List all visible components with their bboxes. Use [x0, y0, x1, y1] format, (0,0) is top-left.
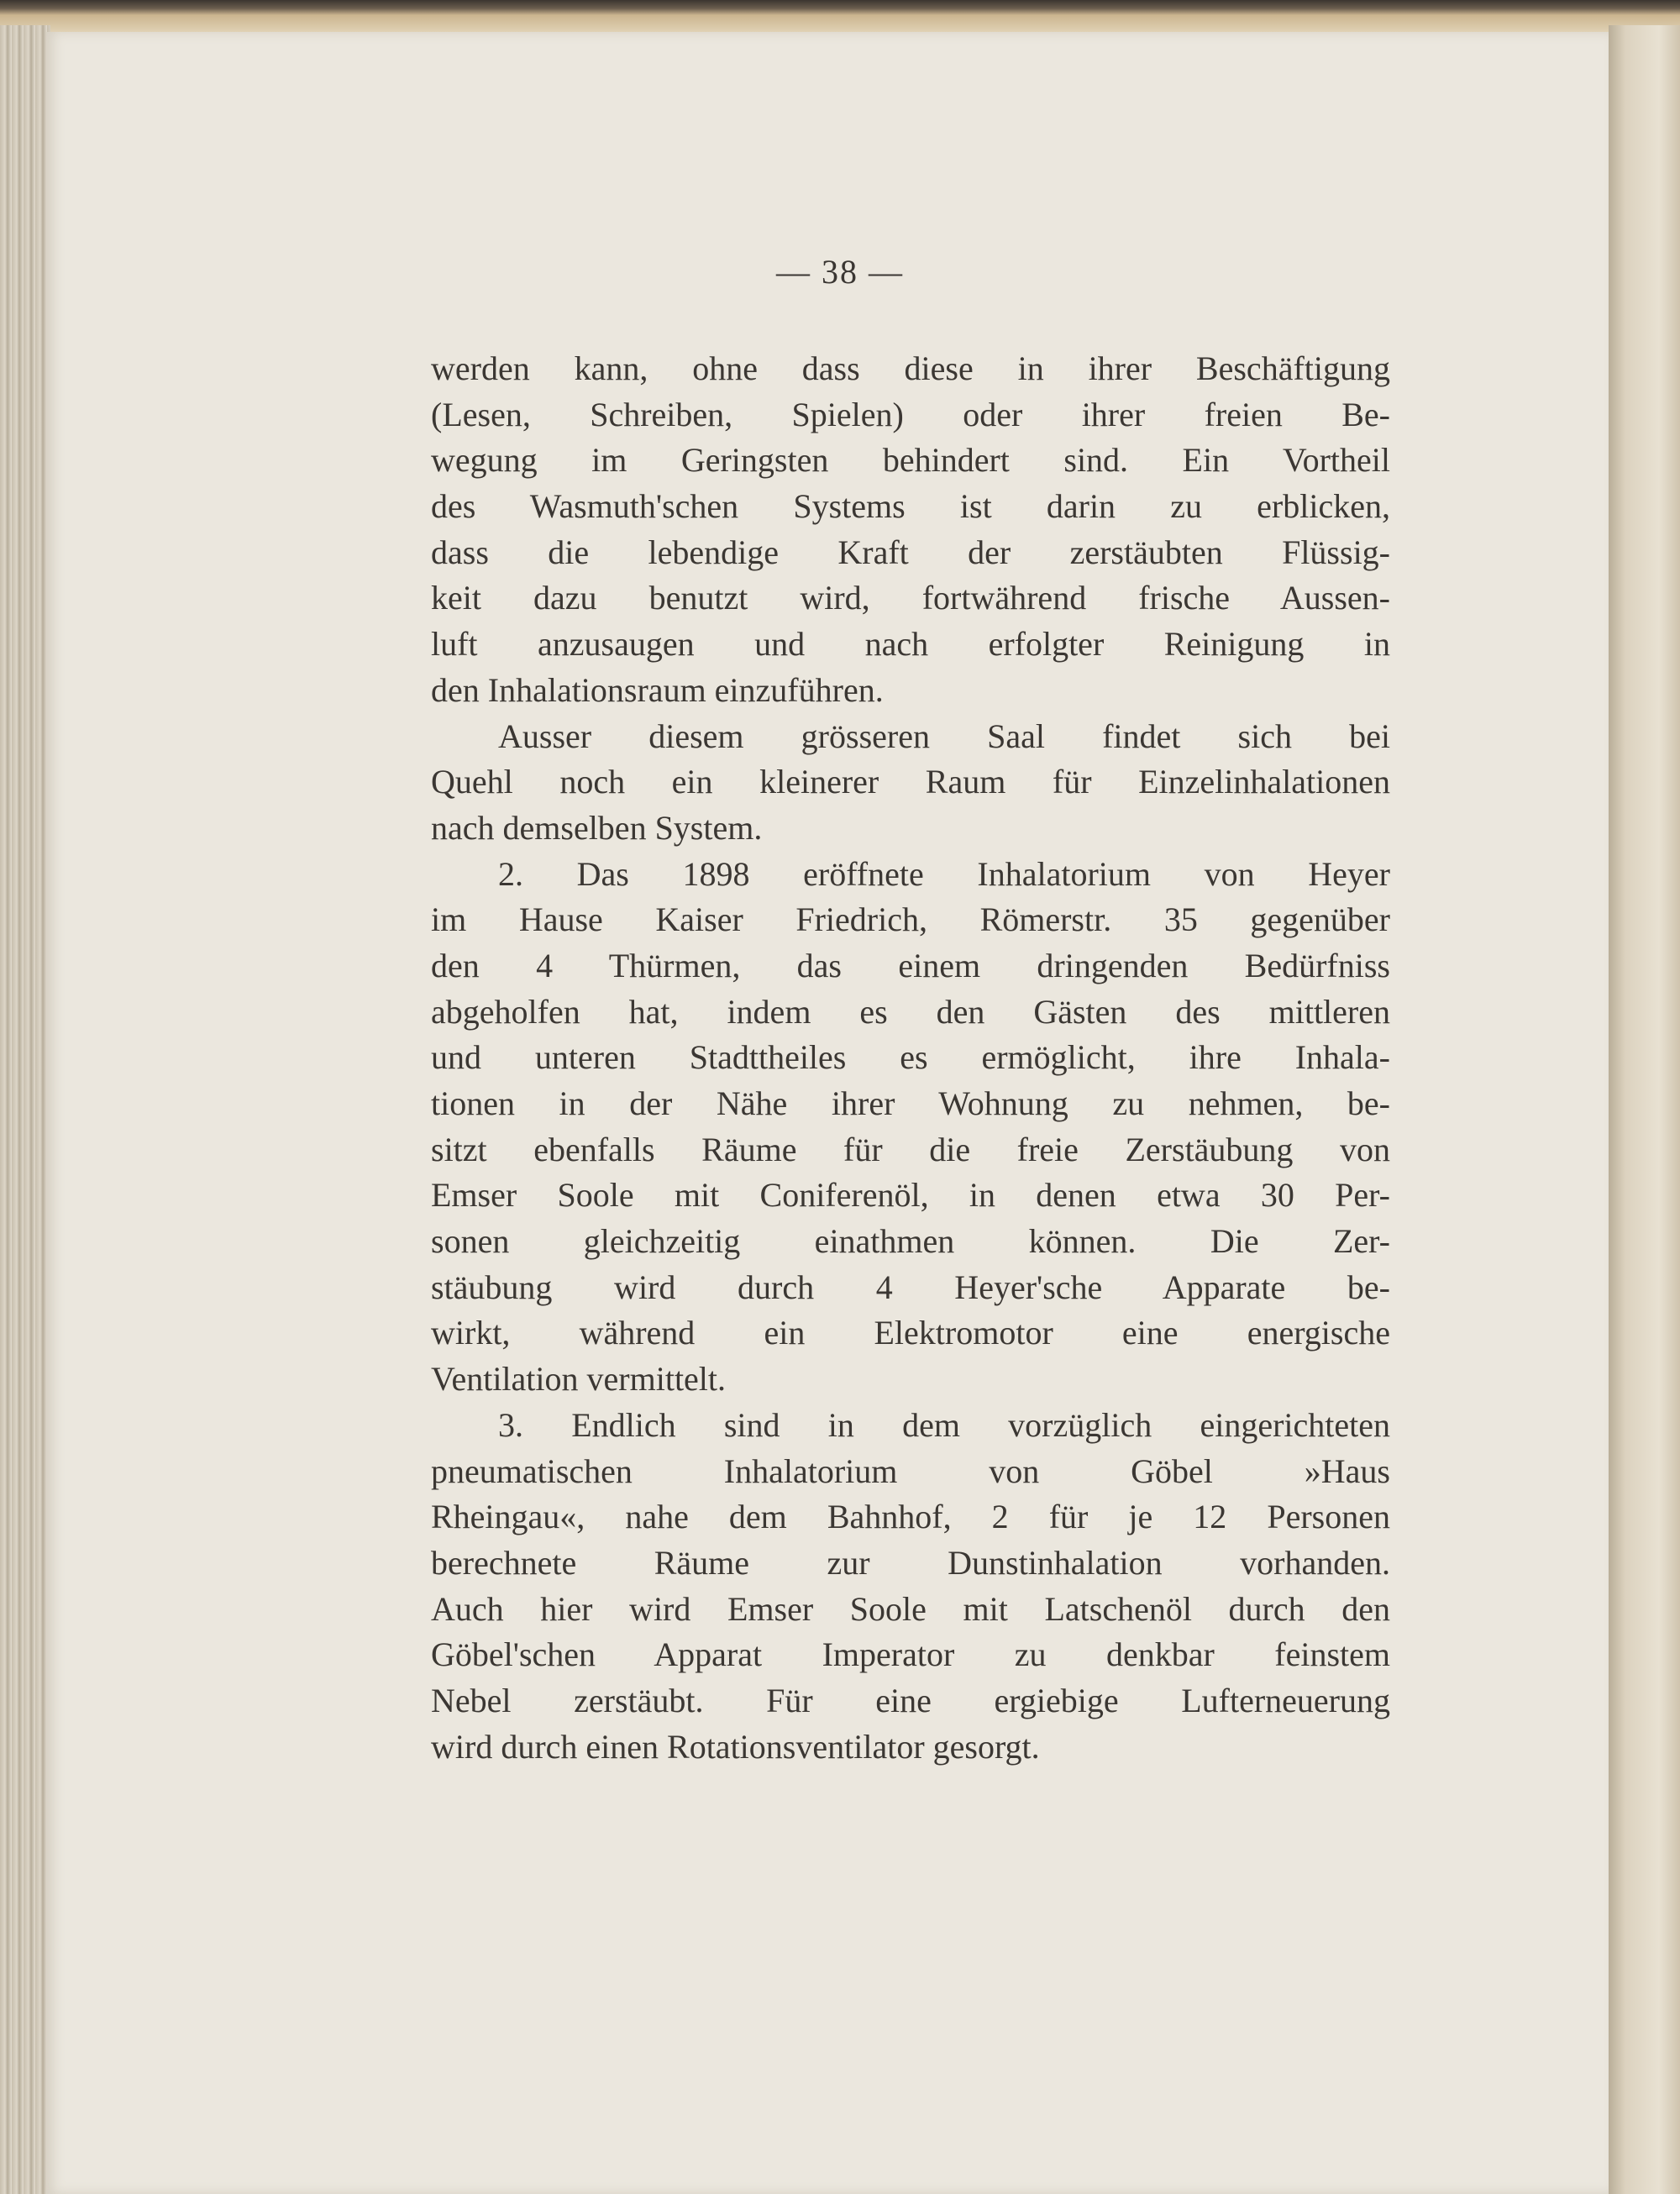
text-line: (Lesen, Schreiben, Spielen) oder ihrer freien Be-: [431, 395, 1390, 433]
book-top-edge: [0, 0, 1680, 34]
text-line: wird durch einen Rotationsventilator gesorgt.: [431, 1727, 1040, 1766]
text-line: dass die lebendige Kraft der zerstäubten Flüssig-: [431, 533, 1390, 571]
text-line: Nebel zerstäubt. Für eine ergiebige Lufterneuerung: [431, 1681, 1390, 1719]
text-line: sitzt ebenfalls Räume für die freie Zerstäubung von: [431, 1130, 1390, 1168]
text-line: Ausser diesem grösseren Saal findet sich bei: [498, 716, 1390, 755]
text-line: Auch hier wird Emser Soole mit Latschenöl durch den: [431, 1589, 1390, 1628]
text-line: pneumatischen Inhalatorium von Göbel »Haus: [431, 1451, 1390, 1490]
text-line: nach demselben System.: [431, 808, 763, 847]
text-line: sonen gleichzeitig einathmen können. Die Zer-: [431, 1222, 1390, 1261]
text-line: werden kann, ohne dass diese in ihrer Beschäftigung: [431, 349, 1390, 387]
text-line: im Hause Kaiser Friedrich, Römerstr. 35 gegenüber: [431, 900, 1390, 939]
text-line: wegung im Geringsten behindert sind. Ein Vortheil: [431, 441, 1390, 480]
book-page-edges: [0, 25, 50, 2194]
text-line: wirkt, während ein Elektromotor eine energische: [431, 1314, 1390, 1352]
text-line: tionen in der Nähe ihrer Wohnung zu nehmen, be-: [431, 1084, 1390, 1122]
text-line: abgeholfen hat, indem es den Gästen des mittleren: [431, 992, 1390, 1031]
text-line: Emser Soole mit Coniferenöl, in denen etwa 30 Per-: [431, 1176, 1390, 1215]
text-line: berechnete Räume zur Dunstinhalation vorhanden.: [431, 1543, 1390, 1582]
text-line: den Inhalationsraum einzuführen.: [431, 670, 884, 709]
text-line: luft anzusaugen und nach erfolgter Reinigung in: [431, 625, 1390, 664]
body-text: [431, 346, 1390, 1770]
text-line: stäubung wird durch 4 Heyer'sche Apparate be-: [431, 1268, 1390, 1306]
text-line: Quehl noch ein kleinerer Raum für Einzelinhalationen: [431, 763, 1390, 801]
text-line: 3. Endlich sind in dem vorzüglich eingerichteten: [498, 1405, 1390, 1444]
text-line: Ventilation vermittelt.: [431, 1360, 727, 1399]
text-line: Rheingau«, nahe dem Bahnhof, 2 für je 12 Personen: [431, 1498, 1390, 1536]
text-line: Göbel'schen Apparat Imperator zu denkbar feinstem: [431, 1635, 1390, 1674]
text-line: den 4 Thürmen, das einem dringenden Bedürfniss: [431, 946, 1390, 984]
text-line: 2. Das 1898 eröffnete Inhalatorium von Heyer: [498, 854, 1390, 893]
page-number: — 38 —: [776, 253, 904, 291]
facing-page-edge: [1609, 25, 1680, 2194]
text-line: und unteren Stadttheiles es ermöglicht, ihre Inhala-: [431, 1038, 1390, 1077]
text-line: keit dazu benutzt wird, fortwährend frische Aussen-: [431, 579, 1390, 617]
text-line: des Wasmuth'schen Systems ist darin zu erblicken,: [431, 487, 1390, 526]
